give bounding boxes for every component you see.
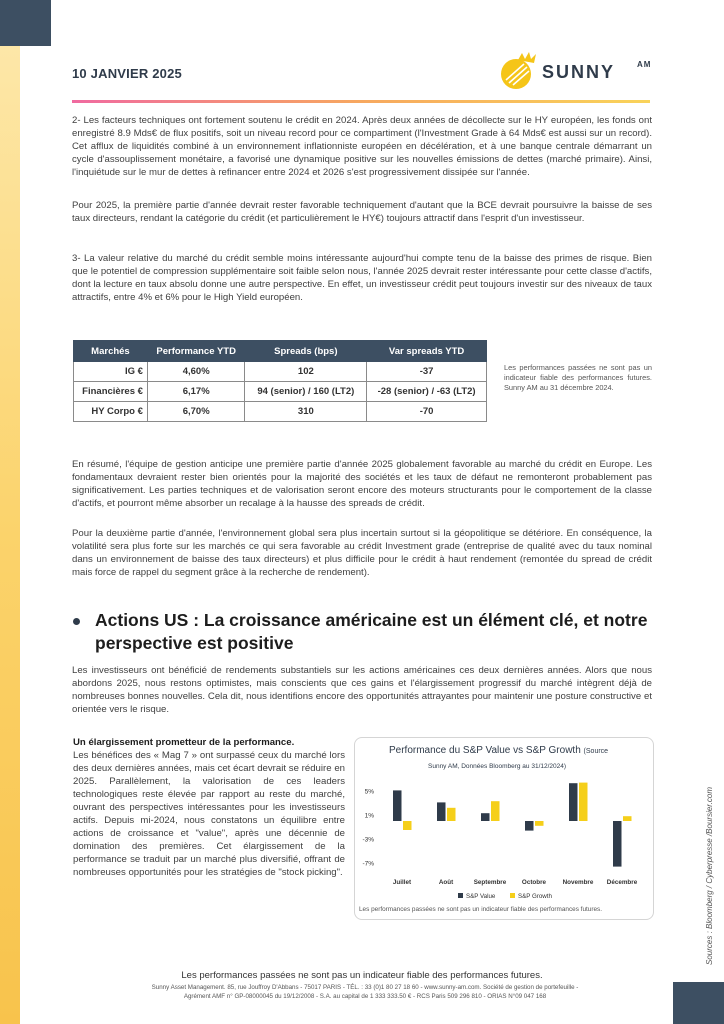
intro-paragraph-3: 3- La valeur relative du marché du crédit semble moins intéressante aujourd'hui compte tenu de la baisse des primes de risque. Bien que le potentiel de compression supplémentaire soit faible selon nous, l'année 2025 devrait rester intéressante pour cette classe d'actifs, dont la lecture en taux absolu donne une autre perspective. En effet, un investisseur crédit peut toujours investir sur des niveaux de taux attractifs, entre 4% et 6% pour le High Yield européen.	[72, 253, 652, 303]
table-cell: HY Corpo €	[74, 402, 148, 422]
section-subtitle: Un élargissement prometteur de la performance.	[73, 737, 295, 748]
legend-label: S&P Value	[466, 893, 496, 900]
table-cell: 6,17%	[147, 382, 245, 402]
table-header-cell: Var spreads YTD	[367, 341, 487, 362]
y-tick-label: -3%	[362, 836, 374, 844]
bar-s-p-growth	[623, 816, 632, 821]
table-cell: Financières €	[74, 382, 148, 402]
table-cell: 4,60%	[147, 362, 245, 382]
chart-title	[389, 745, 608, 756]
chart-title-suffix: (Source	[583, 748, 609, 755]
section-intro-paragraph: Les investisseurs ont bénéficié de rendements substantiels sur les actions américaines ces deux dernières années. Alors que nous abordons 2025, nous restons optimistes, mais conscients que ces gains et l'élargissement progressif du marché intègrent déjà de nombreuses bonnes nouvelles. Cela dit, nous identifions encore des opportunités attrayantes pour maintenir une posture constructive et orientée vers le risque.	[72, 665, 652, 715]
y-tick-label: 1%	[364, 812, 374, 820]
x-tick-label: Juillet	[392, 879, 412, 886]
table-row	[74, 382, 487, 402]
bar-s-p-value	[481, 813, 490, 821]
section-title: Actions US : La croissance américaine est un élément clé, et notre perspective est positive	[95, 610, 648, 653]
x-tick-label: Décembre	[606, 879, 638, 886]
header-divider	[72, 100, 650, 103]
chart-disclaimer: Les performances passées ne sont pas un indicateur fiable des performances futures.	[359, 906, 602, 913]
intro-paragraph-1: 2- Les facteurs techniques ont fortement soutenu le crédit en 2024. Après deux années de décollecte sur le HY européen, les fonds ont enregistré 8.9 Mds€ de flux positifs, soit un niveau record pour ce compartiment (l'Investment Grade à 64 Mds€ est aussi sur un record). Cet afflux de liquidités combiné à un environnement inflationniste européen en décélération, et à une banque centrale démarrant un cycle d'assouplissement monétaire, a favorisé une dynamique positive sur les nouvelles émissions de dettes (marché primaire). Ainsi, l'inquiétude sur le mur de dettes à refinancer entre 2024 et 2026 s'est progressivement dissipée sur l'année.	[72, 115, 652, 178]
table-header-row	[74, 341, 487, 362]
sun-crown-icon	[496, 50, 540, 94]
table-header-cell: Spreads (bps)	[245, 341, 367, 362]
legend-swatch	[510, 893, 515, 898]
left-accent-bar	[0, 46, 20, 1024]
summary-paragraph-1: En résumé, l'équipe de gestion anticipe une première partie d'année 2025 globalement favorable au marché du crédit en Europe. Les fondamentaux devraient rester bien orientés pour la majorité des sociétés et les taux de défaut ne remonteront probablement pas significativement. Les parties techniques et de valorisation seront encore des moteurs structurants pour le comportement de la classe d'actifs, et pourront même absorber un recalage à la hausse des spreads de crédit.	[72, 459, 652, 509]
table-row	[74, 402, 487, 422]
table-cell: 310	[245, 402, 367, 422]
table-cell: 6,70%	[147, 402, 245, 422]
chart-subtitle: Sunny AM, Données Bloomberg au 31/12/2024)	[428, 763, 567, 770]
corner-block-bottom	[673, 982, 724, 1024]
bar-s-p-value	[393, 790, 402, 821]
table-row	[74, 362, 487, 382]
legend-swatch	[458, 893, 463, 898]
bar-s-p-value	[525, 821, 534, 831]
section-body	[73, 736, 345, 879]
section-body-text: Les bénéfices des « Mag 7 » ont surpassé ceux du marché lors des deux dernières années, mais cet écart devrait se réduire en 2025. Parallèlement, la valorisation de ces leaders technologiques reste élevée par rapport au reste du marché, ouvrant des perspectives intéressantes pour les investisseurs actifs. Depuis mi-2024, nous constatons un équilibre entre actions de croissance et "value", après une décennie de domination des premières. Cet élargissement de la performance se traduit par un marché plus diversifié, offrant de nombreuses opportunités pour les stratégies de "stock picking".	[73, 750, 345, 878]
table-cell: -37	[367, 362, 487, 382]
footer-legal	[80, 983, 650, 1001]
summary-paragraph-2: Pour la deuxième partie d'année, l'environnement global sera plus incertain surtout si la géopolitique se détériore. En conséquence, la volatilité sera plus forte sur les marchés ce qui sera favorable au crédit Investment grade (entreprise de qualité avec du taux nominal dans un environnement de baisse des taux directeurs) et plus difficile pour le crédit à haut rendement (remontée du spread de crédit mais force de rappel du segment grâce à la recherche de rendement).	[72, 528, 652, 578]
table-header-cell: Performance YTD	[147, 341, 245, 362]
bar-s-p-growth	[491, 801, 500, 821]
table-cell: -70	[367, 402, 487, 422]
y-tick-label: 5%	[364, 788, 374, 796]
x-tick-label: Octobre	[521, 879, 547, 886]
table-header-cell: Marchés	[74, 341, 148, 362]
table-cell: IG €	[74, 362, 148, 382]
table-disclaimer: Les performances passées ne sont pas un indicateur fiable des performances futures. Sunny AM au 31 décembre 2024.	[504, 363, 652, 392]
bar-s-p-growth	[535, 821, 544, 826]
footer-disclaimer: Les performances passées ne sont pas un indicateur fiable des performances futures.	[181, 970, 543, 981]
x-tick-label: Août	[438, 879, 454, 886]
footer-legal-line-2: Agrément AMF n° GP-08000045 du 19/12/2008 - S.A. au capital de 1 333 333.50 € - RCS Paris 509 296 810 - ORIAS N°09 047 168	[183, 993, 547, 1000]
section-bullet-icon	[73, 618, 80, 625]
x-tick-label: Septembre	[473, 879, 507, 886]
table-cell: 102	[245, 362, 367, 382]
bar-s-p-growth	[579, 783, 588, 821]
bar-s-p-value	[613, 821, 622, 867]
chart-title-text: Performance du S&P Value vs S&P Growth	[389, 745, 581, 756]
report-date: 10 JANVIER 2025	[72, 66, 182, 81]
bar-s-p-growth	[447, 808, 456, 821]
logo-superscript: AM	[637, 60, 652, 69]
y-tick-label: -7%	[362, 860, 374, 868]
sp-value-vs-growth-chart	[354, 770, 652, 906]
intro-paragraph-2: Pour 2025, la première partie d'année devrait rester favorable techniquement d'autant que la BCE devrait poursuivre la baisse de ses taux directeurs, rendant la catégorie du crédit (et particulièrement le HY€) toujours attractif dans l'esprit d'un investisseur.	[72, 200, 652, 224]
legend-label: S&P Growth	[518, 893, 552, 900]
corner-block-top	[0, 0, 51, 46]
table-cell: -28 (senior) / -63 (LT2)	[367, 382, 487, 402]
sources-label: Sources : Bloomberg / Cyberpresse /Boursier.com	[705, 787, 714, 965]
table-cell: 94 (senior) / 160 (LT2)	[245, 382, 367, 402]
credit-performance-table	[73, 340, 487, 422]
bar-s-p-value	[437, 802, 446, 821]
bar-s-p-growth	[403, 821, 412, 830]
footer-legal-line-1: Sunny Asset Management. 85, rue Jouffroy D'Abbans - 75017 PARIS - TÉL. : 33 (0)1 80 27 18 60 - www.sunny-am.com. Société de gestion de portefeuille -	[151, 984, 579, 991]
bar-s-p-value	[569, 783, 578, 821]
sunny-am-logo	[496, 50, 656, 94]
logo-text: SUNNY	[542, 62, 616, 82]
x-tick-label: Novembre	[562, 879, 594, 886]
